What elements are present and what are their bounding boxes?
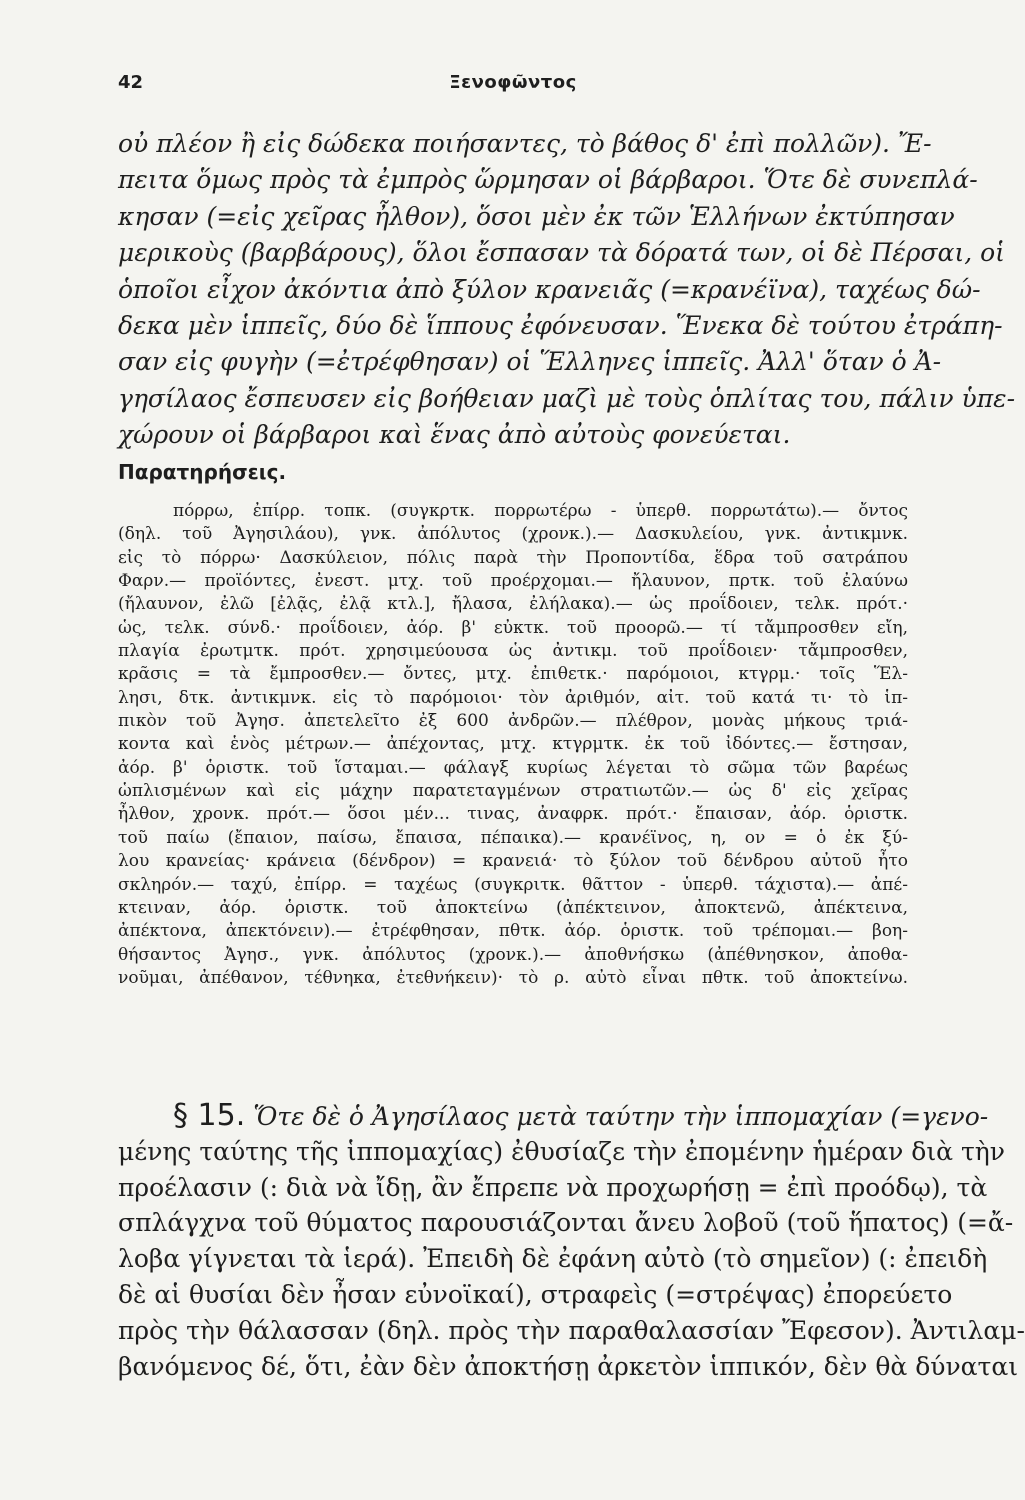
section-line: προέλασιν (: διὰ νὰ ἴδῃ, ἂν ἔπρεπε νὰ προχωρήσῃ = ἐπὶ προόδῳ), τὰ [118, 1172, 988, 1202]
note-line: (δηλ. τοῦ Ἀγησιλάου), γνκ. ἀπόλυτος (χρονκ.).— Δασκυλείου, γνκ. ἀντικμνκ. [118, 524, 908, 545]
note-line: κοντα καὶ ἑνὸς μέτρων.— ἀπέχοντας, μτχ. κτγρμτκ. ἐκ τοῦ ἰδόντες.— ἔστησαν, [118, 734, 908, 755]
page-number: 42 [118, 72, 144, 93]
page-header [118, 72, 908, 102]
note-line: κτειναν, ἀόρ. ὁριστκ. τοῦ ἀποκτείνω (ἀπέκτεινον, ἀποκτενῶ, ἀπέκτεινα, [118, 897, 908, 918]
note-line: σκληρόν.— ταχύ, ἐπίρρ. = ταχέως (συγκριτκ. θᾶττον - ὑπερθ. τάχιστα).— ἀπέ- [118, 874, 908, 895]
text-line: μερικοὺς (βαρβάρους), ὅλοι ἔσπασαν τὰ δόρατά των, οἱ δὲ Πέρσαι, οἱ [118, 238, 1005, 268]
text-line: οὐ πλέον ἢ εἰς δώδεκα ποιήσαντες, τὸ βάθος δ' ἐπὶ πολλῶν). Ἔ- [118, 129, 932, 158]
text-line: κησαν (=εἰς χεῖρας ἦλθον), ὅσοι μὲν ἐκ τῶν Ἑλλήνων ἐκτύπησαν [118, 201, 955, 231]
section-line: μένης ταύτης τῆς ἱππομαχίας) ἐθυσίαζε τὴν ἐπομένην ἡμέραν διὰ τὴν [118, 1136, 1005, 1166]
note-line: πικὸν τοῦ Ἀγησ. ἀπετελεῖτο ἐξ 600 ἀνδρῶν.— πλέθρον, μονὰς μήκους τριά- [118, 711, 908, 732]
note-line: κρᾶσις = τὰ ἔμπροσθεν.— ὄντες, μτχ. ἐπιθετκ.· παρόμοιοι, κτγρμ.· τοῖς Ἕλ- [118, 664, 908, 685]
text-line: χώρουν οἱ βάρβαροι καὶ ἕνας ἀπὸ αὐτοὺς φονεύεται. [118, 420, 791, 450]
note-line: ἦλθον, χρονκ. πρότ.— ὅσοι μέν... τινας, ἀναφρκ. πρότ.· ἔπαισαν, ἀόρ. ὁριστκ. [118, 804, 908, 825]
section-line: βανόμενος δέ, ὅτι, ἐὰν δὲν ἀποκτήσῃ ἀρκετὸν ἱππικόν, δὲν θὰ δύναται [118, 1351, 1019, 1381]
text-line: γησίλαος ἔσπευσεν εἰς βοήθειαν μαζὶ μὲ τοὺς ὁπλίτας του, πάλιν ὑπε- [118, 383, 1016, 413]
note-line: λου κρανείας· κράνεια (δένδρον) = κρανειά· τὸ ξύλον τοῦ δένδρου αὐτοῦ ἦτο [118, 851, 908, 872]
text-line: ὁποῖοι εἶχον ἀκόντια ἀπὸ ξύλον κρανειᾶς (=κρανέϊνα), ταχέως δώ- [118, 274, 981, 304]
text-line: σαν εἰς φυγὴν (=ἐτρέφθησαν) οἱ Ἕλληνες ἱππεῖς. Ἀλλ' ὅταν ὁ Ἀ- [118, 347, 942, 377]
note-line: λησι, δτκ. ἀντικμνκ. εἰς τὸ παρόμοιοι· τὸν ἀριθμόν, αἰτ. τοῦ κατά τι· τὸ ἱπ- [118, 687, 908, 708]
note-line: ὡπλισμένων καὶ εἰς μάχην παρατεταγμένων στρατιωτῶν.— ὡς δ' εἰς χεῖρας [118, 781, 908, 802]
note-line: ἀόρ. β' ὁριστκ. τοῦ ἵσταμαι.— φάλαγξ κυρίως λέγεται τὸ σῶμα τῶν βαρέως [118, 757, 908, 778]
section-line: σπλάγχνα τοῦ θύματος παρουσιάζονται ἄνευ λοβοῦ (τοῦ ἥπατος) (=ἄ- [118, 1208, 1014, 1238]
text-line: δεκα μὲν ἱππεῖς, δύο δὲ ἵππους ἐφόνευσαν. Ἕνεκα δὲ τούτου ἐτράπη- [118, 310, 1003, 340]
note-line: ἀπέκτονα, ἀπεκτόνειν).— ἐτρέφθησαν, πθτκ. ἀόρ. ὁριστκ. τοῦ τρέπομαι.— βοη- [118, 921, 908, 942]
section-mark: § 15. [173, 1098, 246, 1133]
note-line: ὡς, τελκ. σύνδ.· προΐδοιεν, ἀόρ. β' εὐκτκ. τοῦ προορῶ.— τί τἄμπροσθεν εἴη, [118, 617, 908, 638]
note-line: εἰς τὸ πόρρω· Δασκύλειον, πόλις παρὰ τὴν Προποντίδα, ἕδρα τοῦ σατράπου [118, 547, 908, 568]
note-line: Φαρν.— προϊόντες, ἐνεστ. μτχ. τοῦ προέρχομαι.— ἤλαυνον, πρτκ. τοῦ ἐλαύνω [118, 571, 908, 592]
note-line: θήσαντος Ἀγησ., γνκ. ἀπόλυτος (χρονκ.).— ἀποθνήσκω (ἀπέθνησκον, ἀποθα- [118, 944, 908, 965]
observations-heading: Παρατηρήσεις. [118, 460, 287, 484]
running-head: Ξενοφῶντος [449, 72, 577, 93]
note-line: πόρρω, ἐπίρρ. τοπκ. (συγκρτκ. πορρωτέρω - ὑπερθ. πορρωτάτω).— ὄντος [173, 501, 908, 521]
note-line: νοῦμαι, ἀπέθανον, τέθνηκα, ἐτεθνήκειν)· τὸ ρ. αὐτὸ εἶναι πθτκ. τοῦ ἀποκτείνω. [118, 967, 908, 988]
section-first-line [118, 1098, 989, 1134]
section-line: πρὸς τὴν θάλασσαν (δηλ. πρὸς τὴν παραθαλασσίαν Ἔφεσον). Ἀντιλαμ- [118, 1315, 1025, 1345]
translation-text [118, 126, 1016, 454]
note-line: (ἤλαυνον, ἐλῶ [ἐλᾷς, ἐλᾷ κτλ.], ἤλασα, ἐλήλακα).— ὡς προΐδοιεν, τελκ. πρότ.· [118, 594, 908, 615]
section-line: λοβα γίγνεται τὰ ἱερά). Ἐπειδὴ δὲ ἐφάνη αὐτὸ (τὸ σημεῖον) (: ἐπειδὴ [118, 1244, 988, 1274]
section-line-text: Ὅτε δὲ ὁ Ἀγησίλαος μετὰ ταύτην τὴν ἱππομαχίαν (=γενο- [253, 1102, 989, 1131]
text-line: πειτα ὅμως πρὸς τὰ ἐμπρὸς ὥρμησαν οἱ βάρβαροι. Ὅτε δὲ συνεπλά- [118, 165, 978, 195]
observations-notes [118, 500, 908, 990]
section-15 [118, 1098, 1025, 1384]
note-line: τοῦ παίω (ἔπαιον, παίσω, ἔπαισα, πέπαικα).— κρανέϊνος, η, ον = ὁ ἐκ ξύ- [118, 827, 908, 848]
note-line: πλαγία ἐρωτμτκ. πρότ. χρησιμεύουσα ὡς ἀντικμ. τοῦ προΐδοιεν· τἄμπροσθεν, [118, 641, 908, 662]
section-line: δὲ αἱ θυσίαι δὲν ἦσαν εὐνοϊκαί), στραφεὶς (=στρέψας) ἐπορεύετο [118, 1279, 953, 1309]
